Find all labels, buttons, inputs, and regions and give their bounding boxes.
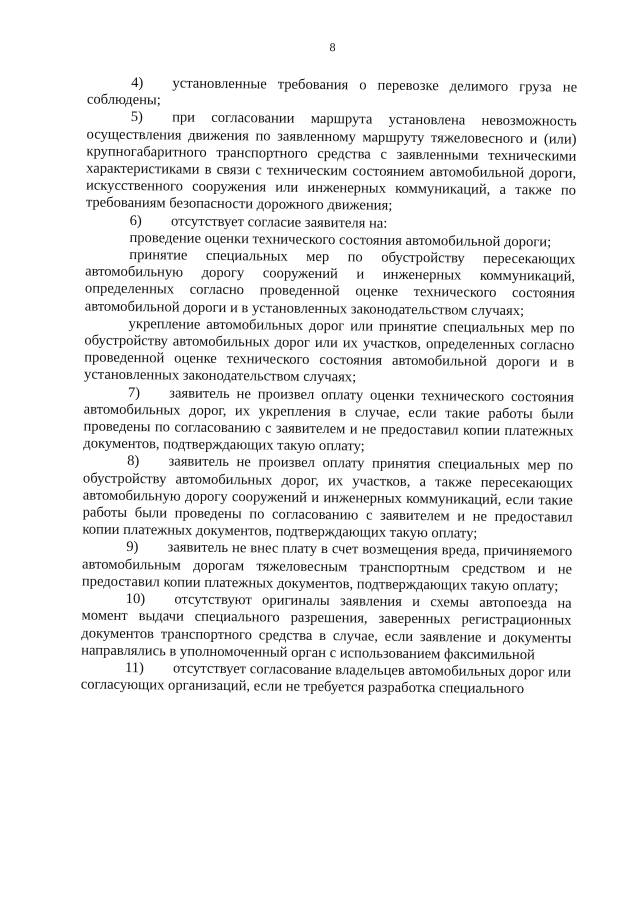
item-8-paragraph: 8) заявитель не произвел оплату принятия специальных мер по обустройству автомобильных дорог, их участков, а также пересекающих автомобильную дорогу сооружений и инженерных коммуникаций, если такие работы были проведены по согласованию с заявителем и не предоставил копии платежных документов, подтверждающих такую оплату;: [82, 453, 574, 542]
item-6-subitem-special-measures: принятие специальных мер по обустройству пересекающих автомобильную дорогу сооружений и инженерных коммуникаций, определенных согласно проведенной оценке технического состояния автомобильной дороги и в установленных законодательством случаях;: [84, 247, 576, 319]
page-number: 8: [329, 40, 336, 55]
item-6-subitem-reinforcement: укрепление автомобильных дорог или принятие специальных мер по обустройству автомобильных дорог или их участков, определенных согласно проведенной оценке технического состояния автомобильной дороги и в установленных законодательством случаях;: [83, 315, 575, 386]
document-body: [81, 75, 577, 699]
item-7-paragraph: 7) заявитель не произвел оплату оценки технического состояния автомобильных дорог, их укрепления в случае, если такие работы были проведены по согласованию с заявителем и не предоставил копии платежных документов, подтверждающих такую оплату;: [83, 384, 574, 455]
item-11-paragraph: 11) отсутствует согласование владельцев автомобильных дорог или согласующих организаций, если не требуется разработка специального: [80, 659, 572, 698]
item-5-paragraph: 5) при согласовании маршрута установлена невозможность осуществления движения по заявленному маршруту тяжеловесного и (или) крупногабаритного транспортного средства с заявленными техническими характеристиками в связи с техническим состоянием автомобильной дороги, искусственного сооружения или инженерных коммуникаций, а также по требованиям безопасности дорожного движения;: [85, 109, 577, 215]
item-6-subitem-assessment: проведение оценки технического состояния автомобильной дороги;: [129, 229, 552, 251]
item-4-paragraph: 4) установленные требования о перевозке делимого груза не соблюдены;: [86, 75, 578, 109]
item-10-paragraph: 10) отсутствуют оригиналы заявления и схемы автопоезда на момент выдачи специального разрешения, заверенных регистрационных документов транспортного средства в случае, если заявление и документы направлялись в уполномоченный орган с использованием факсимильной: [81, 591, 572, 663]
item-6-paragraph: 6) отсутствует согласие заявителя на:: [129, 212, 388, 232]
item-9-paragraph: 9) заявитель не внес плату в счет возмещения вреда, причиняемого автомобильным дорогам тяжеловесным транспортным средством и не предоставил копии платежных документов, подтверждающих такую оплату;: [81, 539, 573, 595]
